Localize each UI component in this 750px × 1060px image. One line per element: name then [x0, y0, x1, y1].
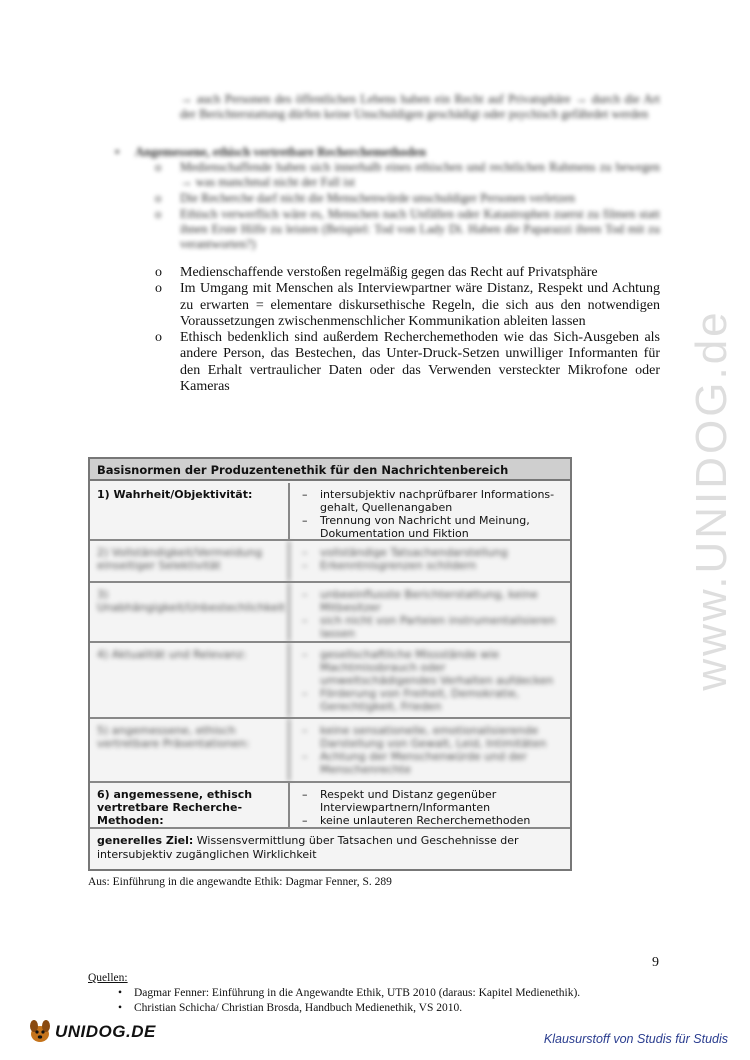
- unidog-logo[interactable]: UNIDOG.DE: [25, 1016, 155, 1046]
- bullet-icon: •: [115, 145, 120, 159]
- list-item: o Ethisch bedenklich sind außerdem Recherchemethoden wie das Sich-Ausgeben als andere Person, das Bestechen, das Unter-Druck-Setzen unwilliger Informanten für den Erhalt vertraulicher Daten oder das Verwenden versteckter Mikrofone oder Kameras: [155, 330, 660, 395]
- list-item: o Medienschaffende haben sich innerhalb eines ethischen und rechtlichen Rahmens zu bewegen → was manchmal nicht der Fall ist: [155, 160, 660, 189]
- list-item: o Die Recherche darf nicht die Menschenwürde unschuldiger Personen verletzen: [155, 191, 575, 205]
- subitem-list: [155, 265, 660, 395]
- dog-icon: [25, 1016, 55, 1046]
- table-row: 5) angemessene, ethisch vertretbare Präsentationen: – keine sensationelle, emotionalisierende Darstellung von Gewalt, Leid, Intimitäten – Achtung der Menschenwürde und der Menschenrechte: [90, 719, 570, 783]
- table-row: 1) Wahrheit/Objektivität: – intersubjektiv nachprüfbarer Informations-gehalt, Quellenangaben – Trennung von Nachricht und Meinung, Dokumentation und Fiktion: [90, 483, 570, 541]
- table-row: 4) Aktualität und Relevanz: – gesellschaftliche Missstände wie Machtmissbrauch oder umweltschädigendes Verhalten aufdecken – Förderung von Freiheit, Demokratie, Gerechtigkeit, Frieden: [90, 643, 570, 719]
- sources: [88, 971, 708, 1016]
- list-item: • Dagmar Fenner: Einführung in die Angewandte Ethik, UTB 2010 (daraus: Kapitel Medienethik).: [118, 987, 581, 999]
- norms-table: [88, 457, 572, 871]
- table-row: 2) Vollständigkeit/Vermeidung einseitiger Selektivität – vollständige Tatsachendarstellung – Erkenntnisgrenzen schildern: [90, 541, 570, 583]
- table-row: 3) Unabhängigkeit/Unbestechlichkeit – unbeeinflusste Berichterstattung, keine Mitbesitzer – sich nicht von Parteien instrumentalisieren lassen: [90, 583, 570, 643]
- blurred-subitems: [155, 160, 660, 253]
- sources-title: Quellen:: [88, 972, 128, 984]
- table-caption: Aus: Einführung in die angewandte Ethik: Dagmar Fenner, S. 289: [88, 876, 392, 888]
- list-item: • Christian Schicha/ Christian Brosda, Handbuch Medienethik, VS 2010.: [118, 1002, 463, 1014]
- footer-tagline: Klausurstoff von Studis für Studis: [543, 1032, 728, 1046]
- list-item: o Im Umgang mit Menschen als Interviewpartner wäre Distanz, Respekt und Achtung zu erwarten = elementare diskursethische Regeln, die sich aus den notwendigen Voraussetzungen zwischenmenschlicher Kommunikation ableiten lassen: [155, 281, 660, 329]
- blurred-intro-text: → auch Personen des öffentlichen Lebens haben ein Recht auf Privatsphäre → durch die Art der Berichterstattung dürfen keine Unschuldigen geschädigt oder psychisch gefährdet werden: [180, 92, 660, 121]
- table-row: 6) angemessene, ethisch vertretbare Recherche-Methoden: – Respekt und Distanz gegenüber Interviewpartnern/Informanten – keine unlauteren Recherchemethoden: [90, 783, 570, 829]
- table-footer: generelles Ziel: Wissensvermittlung über Tatsachen und Geschehnisse der intersubjektiv zugänglichen Wirklichkeit: [97, 834, 519, 861]
- page-number: 9: [652, 955, 659, 970]
- table-header: Basisnormen der Produzentenethik für den Nachrichtenbereich: [90, 459, 570, 481]
- list-item: o Medienschaffende verstoßen regelmäßig gegen das Recht auf Privatsphäre: [155, 265, 598, 280]
- list-item: o Ethisch verwerflich wäre es, Menschen nach Unfällen oder Katastrophen zuerst zu filmen statt ihnen Erste Hilfe zu leisten (Beispiel: Tod von Lady Di. Haben die Paparazzi ihren Tod mit zu verantworten?): [155, 207, 660, 251]
